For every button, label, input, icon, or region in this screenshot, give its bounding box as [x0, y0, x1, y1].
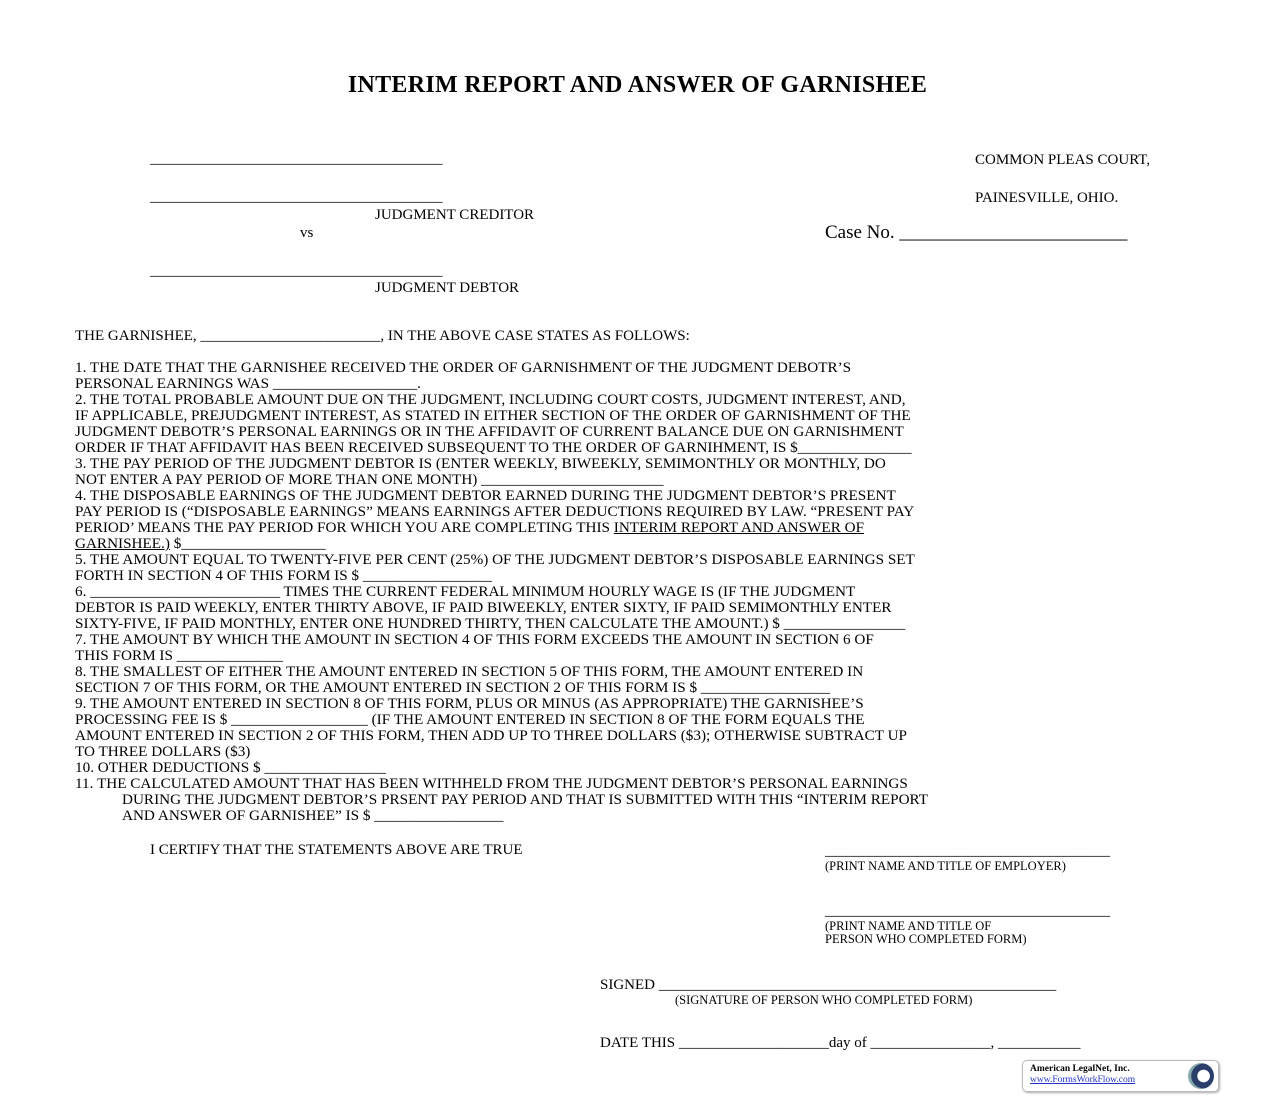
form-line-text: 5. THE AMOUNT EQUAL TO TWENTY-FIVE PER CENT (25%) OF THE JUDGMENT DEBTOR’S DISPOSABLE EARNINGS SET [75, 551, 915, 568]
form-line [75, 792, 928, 808]
form-line-text: DURING THE JUDGMENT DEBTOR’S PRSENT PAY PERIOD AND THAT IS SUBMITTED WITH THIS “INTERIM REPORT [122, 791, 929, 808]
person-label-1: (PRINT NAME AND TITLE OF [825, 919, 992, 933]
form-line [75, 664, 928, 680]
date-field[interactable]: DATE THIS ____________________day of ________________, ___________ [600, 1035, 1081, 1051]
form-line [75, 456, 928, 472]
logo-url-link[interactable]: www.FormsWorkFlow.com [1030, 1075, 1136, 1085]
form-line-text: DEBTOR IS PAID WEEKLY, ENTER THIRTY ABOVE, IF PAID BIWEEKLY, ENTER SIXTY, IF PAID SEMIMONTHLY ENTER [75, 599, 892, 616]
form-line [75, 488, 928, 504]
form-line [75, 376, 928, 392]
case-number-field[interactable]: Case No. ________________________ [825, 222, 1128, 243]
form-line [75, 776, 928, 792]
form-sections [75, 360, 928, 824]
form-line [75, 440, 928, 456]
form-line-text: 9. THE AMOUNT ENTERED IN SECTION 8 OF THIS FORM, PLUS OR MINUS (AS APPROPRIATE) THE GARNISHEE’S [75, 695, 864, 712]
form-line-text: AND ANSWER OF GARNISHEE” IS $ _________________ [122, 807, 504, 824]
form-line [75, 648, 928, 664]
vs-label: vs [300, 225, 314, 241]
employer-label: (PRINT NAME AND TITLE OF EMPLOYER) [825, 859, 1066, 873]
form-line [75, 696, 928, 712]
signature-field[interactable]: SIGNED _____________________________________________________ [600, 977, 1057, 993]
form-line [75, 568, 928, 584]
publisher-logo [1022, 1060, 1219, 1092]
form-line-text: JUDGMENT DEBOTR’S PERSONAL EARNINGS OR IN THE AFFIDAVIT OF CURRENT BALANCE DUE ON GARNISHMENT [75, 423, 904, 440]
form-line [75, 408, 928, 424]
form-line [75, 712, 928, 728]
form-line [75, 360, 928, 376]
signature-label: (SIGNATURE OF PERSON WHO COMPLETED FORM) [675, 993, 973, 1007]
form-line [75, 504, 928, 520]
form-line-text: 3. THE PAY PERIOD OF THE JUDGMENT DEBTOR IS (ENTER WEEKLY, BIWEEKLY, SEMIMONTHLY OR MONTHLY, DO [75, 455, 886, 472]
form-line [75, 616, 928, 632]
form-line-text: NOT ENTER A PAY PERIOD OF MORE THAN ONE MONTH) ________________________ [75, 471, 664, 488]
logo-company-name: American LegalNet, Inc. [1030, 1064, 1130, 1074]
form-line-text: 4. THE DISPOSABLE EARNINGS OF THE JUDGMENT DEBTOR EARNED DURING THE JUDGMENT DEBTOR’S PRESENT [75, 487, 896, 504]
court-location: PAINESVILLE, OHIO. [975, 190, 1119, 206]
person-label-2: PERSON WHO COMPLETED FORM) [825, 932, 1027, 946]
employer-name-field[interactable]: ______________________________________ [825, 843, 1110, 859]
globe-icon [1188, 1063, 1214, 1089]
form-line-text: THIS FORM IS ______________ [75, 647, 284, 664]
form-line [75, 632, 928, 648]
form-line-text: 1. THE DATE THAT THE GARNISHEE RECEIVED THE ORDER OF GARNISHMENT OF THE JUDGMENT DEBOTR’S [75, 359, 852, 376]
form-line [75, 744, 928, 760]
form-line [75, 584, 928, 600]
court-name: COMMON PLEAS COURT, [975, 152, 1151, 168]
form-line-text: PAY PERIOD IS (“DISPOSABLE EARNINGS” MEANS EARNINGS AFTER DEDUCTIONS REQUIRED BY LAW. “PRESENT PAY [75, 503, 915, 520]
form-line-text: GARNISHEE.) $___________________ [75, 535, 326, 552]
creditor-name-field[interactable]: _______________________________________ [150, 151, 443, 167]
form-line-text: 10. OTHER DEDUCTIONS $ ________________ [75, 759, 386, 776]
form-line [75, 600, 928, 616]
form-line-text: PERIOD’ MEANS THE PAY PERIOD FOR WHICH YOU ARE COMPLETING THIS [75, 519, 614, 536]
intro-statement: THE GARNISHEE, ________________________, IN THE ABOVE CASE STATES AS FOLLOWS: [75, 328, 690, 344]
form-line-text: TO THREE DOLLARS ($3) [75, 743, 251, 760]
judgment-debtor-label: JUDGMENT DEBTOR [375, 280, 520, 296]
form-line-text: SIXTY-FIVE, IF PAID MONTHLY, ENTER ONE HUNDRED THIRTY, THEN CALCULATE THE AMOUNT.) $ ________________ [75, 615, 906, 632]
form-line-text: ORDER IF THAT AFFIDAVIT HAS BEEN RECEIVED SUBSEQUENT TO THE ORDER OF GARNIHMENT, IS $_______________ [75, 439, 912, 456]
form-line-text: IF APPLICABLE, PREJUDGMENT INTEREST, AS STATED IN EITHER SECTION OF THE ORDER OF GARNISHMENT OF THE [75, 407, 911, 424]
form-line [75, 808, 928, 824]
form-line-text: 2. THE TOTAL PROBABLE AMOUNT DUE ON THE JUDGMENT, INCLUDING COURT COSTS, JUDGMENT INTEREST, AND, [75, 391, 906, 408]
form-line-text: PERSONAL EARNINGS WAS ___________________. [75, 375, 421, 392]
form-line [75, 552, 928, 568]
certify-statement: I CERTIFY THAT THE STATEMENTS ABOVE ARE TRUE [150, 842, 523, 858]
form-line-text: 7. THE AMOUNT BY WHICH THE AMOUNT IN SECTION 4 OF THIS FORM EXCEEDS THE AMOUNT IN SECTION 6 OF [75, 631, 874, 648]
creditor-name-field-2[interactable]: _______________________________________ [150, 189, 443, 205]
form-line-text: SECTION 7 OF THIS FORM, OR THE AMOUNT ENTERED IN SECTION 2 OF THIS FORM IS $ _________________ [75, 679, 830, 696]
form-line-text: 6. _________________________ TIMES THE CURRENT FEDERAL MINIMUM HOURLY WAGE IS (IF THE JUDGMENT [75, 583, 856, 600]
form-line-text: 8. THE SMALLEST OF EITHER THE AMOUNT ENTERED IN SECTION 5 OF THIS FORM, THE AMOUNT ENTERED IN [75, 663, 864, 680]
form-line-text: AMOUNT ENTERED IN SECTION 2 OF THIS FORM, THEN ADD UP TO THREE DOLLARS ($3); OTHERWISE SUBTRACT UP [75, 727, 907, 744]
form-line-text: PROCESSING FEE IS $ __________________ (IF THE AMOUNT ENTERED IN SECTION 8 OF THE FORM EQUALS THE [75, 711, 865, 728]
document-title: INTERIM REPORT AND ANSWER OF GARNISHEE [347, 72, 928, 98]
form-line [75, 520, 928, 536]
judgment-creditor-label: JUDGMENT CREDITOR [375, 207, 535, 223]
underlined-form-title: INTERIM REPORT AND ANSWER OF [613, 519, 865, 536]
form-line-text: FORTH IN SECTION 4 OF THIS FORM IS $ _________________ [75, 567, 492, 584]
form-line [75, 472, 928, 488]
person-name-field[interactable]: ______________________________________ [825, 903, 1110, 919]
form-line [75, 760, 928, 776]
form-line [75, 728, 928, 744]
form-line-text: 11. THE CALCULATED AMOUNT THAT HAS BEEN WITHHELD FROM THE JUDGMENT DEBTOR’S PERSONAL EARNINGS [75, 775, 908, 792]
form-line [75, 424, 928, 440]
debtor-name-field[interactable]: _______________________________________ [150, 263, 443, 279]
form-line [75, 536, 928, 552]
form-line [75, 680, 928, 696]
form-line [75, 392, 928, 408]
